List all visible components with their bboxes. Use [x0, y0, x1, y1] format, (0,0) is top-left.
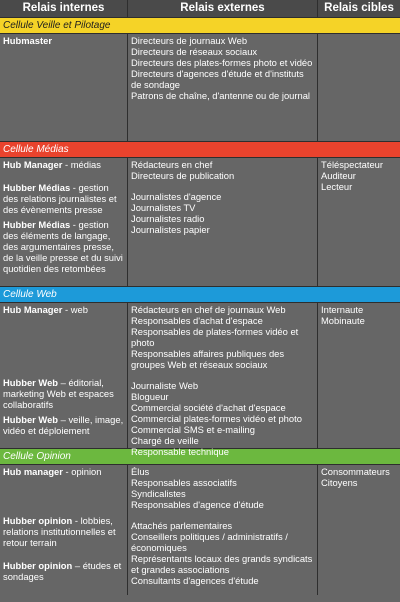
section-row-medias — [0, 158, 400, 287]
interne-desc: - gestion des relations journalistes et des évènements presse — [3, 182, 117, 215]
externe-item: Consultants d'agences d'étude — [131, 575, 259, 586]
interne-role: Hubber Web — [3, 414, 59, 425]
externe-item: Responsable technique — [131, 446, 229, 457]
interne-role: Hub manager — [3, 466, 63, 477]
externe-item: Directeurs de journaux Web — [131, 35, 248, 46]
externe-item: Conseillers politiques / administratifs / économiques — [131, 531, 288, 553]
externe-item: Directeurs des plates-formes photo et vidéo — [131, 57, 313, 68]
externe-item: Journaliste Web — [131, 380, 199, 391]
externe-item: Rédacteurs en chef — [131, 159, 213, 170]
cibles-cell — [318, 34, 400, 141]
interne-desc: – éditorial, marketing Web et espaces collaboratifs — [3, 377, 114, 410]
interne-entry — [3, 377, 124, 410]
internes-cell — [0, 303, 128, 448]
interne-entry — [3, 182, 124, 215]
externe-item: Directeurs d'agences d'étude et d'instituts de sondage — [131, 68, 304, 90]
interne-entry — [3, 35, 124, 46]
interne-entry — [3, 414, 124, 436]
cible-item: Mobinaute — [321, 315, 365, 326]
interne-desc: - web — [62, 304, 88, 315]
externes-cell — [128, 34, 318, 141]
externe-item: Journalistes TV — [131, 202, 196, 213]
interne-entry — [3, 304, 124, 315]
interne-entry — [3, 466, 124, 477]
externe-item: Responsables d'achat d'espace — [131, 315, 263, 326]
externe-item: Chargé de veille — [131, 435, 199, 446]
interne-desc: - médias — [62, 159, 101, 170]
externe-item: Blogueur — [131, 391, 169, 402]
cible-item: Internaute — [321, 304, 364, 315]
section-title-medias: Cellule Médias — [0, 142, 400, 158]
interne-role: Hub Manager — [3, 304, 63, 315]
cibles-cell — [318, 303, 400, 448]
table-header — [0, 0, 400, 18]
interne-entry — [3, 219, 124, 274]
externes-cell — [128, 465, 318, 595]
externe-item: Directeurs de réseaux sociaux — [131, 46, 258, 57]
externes-cell — [128, 158, 318, 286]
externe-item: Responsables associatifs — [131, 477, 237, 488]
interne-desc: – veille, image, vidéo et déploiement — [3, 414, 124, 436]
interne-entry — [3, 515, 124, 548]
interne-role: Hubmaster — [3, 35, 52, 46]
internes-cell — [0, 465, 128, 595]
interne-desc: – études et sondages — [3, 560, 122, 582]
externe-item: Élus — [131, 466, 150, 477]
cibles-cell — [318, 465, 400, 595]
interne-entry — [3, 560, 124, 582]
externe-item: Journalistes papier — [131, 224, 210, 235]
interne-desc: - opinion — [62, 466, 102, 477]
interne-role: Hubber opinion — [3, 560, 73, 571]
interne-desc: - gestion des éléments de langage, des argumentaires presse, de la veille presse et du suivi quotidien des retombées — [3, 219, 123, 274]
interne-role: Hub Manager — [3, 159, 63, 170]
internes-cell — [0, 158, 128, 286]
externe-item: Représentants locaux des grands syndicats et grandes associations — [131, 553, 313, 575]
externe-item: Journalistes radio — [131, 213, 205, 224]
externe-item: Commercial société d'achat d'espace — [131, 402, 286, 413]
externe-item: Rédacteurs en chef de journaux Web — [131, 304, 286, 315]
cible-item: Auditeur — [321, 170, 356, 181]
cibles-cell — [318, 158, 400, 286]
cible-item: Citoyens — [321, 477, 358, 488]
externe-item: Commercial SMS et e-mailing — [131, 424, 255, 435]
section-title-web: Cellule Web — [0, 287, 400, 303]
header-relais-cibles: Relais cibles — [324, 2, 394, 14]
cible-item: Téléspectateur — [321, 159, 384, 170]
externe-item: Commercial plates-formes vidéo et photo — [131, 413, 302, 424]
interne-desc: - lobbies, relations institutionnelles et retour terrain — [3, 515, 116, 548]
externe-item: Responsables de plates-formes vidéo et photo — [131, 326, 299, 348]
header-relais-internes: Relais internes — [0, 0, 128, 17]
externe-item: Syndicalistes — [131, 488, 186, 499]
header-relais-externes: Relais externes — [128, 0, 318, 17]
externe-item: Responsables d'agence d'étude — [131, 499, 264, 510]
interne-entry — [3, 159, 124, 170]
externe-item: Directeurs de publication — [131, 170, 235, 181]
externes-cell — [128, 303, 318, 457]
externe-item: Attachés parlementaires — [131, 520, 233, 531]
externe-item: Journalistes d'agence — [131, 191, 222, 202]
section-row-opinion — [0, 465, 400, 595]
section-title-opinion: Cellule Opinion — [0, 449, 400, 465]
cible-item: Consommateurs — [321, 466, 390, 477]
internes-cell — [0, 34, 128, 141]
section-row-veille — [0, 34, 400, 142]
cible-item: Lecteur — [321, 181, 353, 192]
externe-item: Responsables affaires publiques des groupes Web et réseaux sociaux — [131, 348, 285, 370]
externe-item: Patrons de chaîne, d'antenne ou de journal — [131, 90, 311, 101]
interne-role: Hubber Médias — [3, 219, 71, 230]
section-title-veille: Cellule Veille et Pilotage — [0, 18, 400, 34]
interne-role: Hubber Médias — [3, 182, 71, 193]
interne-role: Hubber opinion — [3, 515, 73, 526]
interne-role: Hubber Web — [3, 377, 59, 388]
